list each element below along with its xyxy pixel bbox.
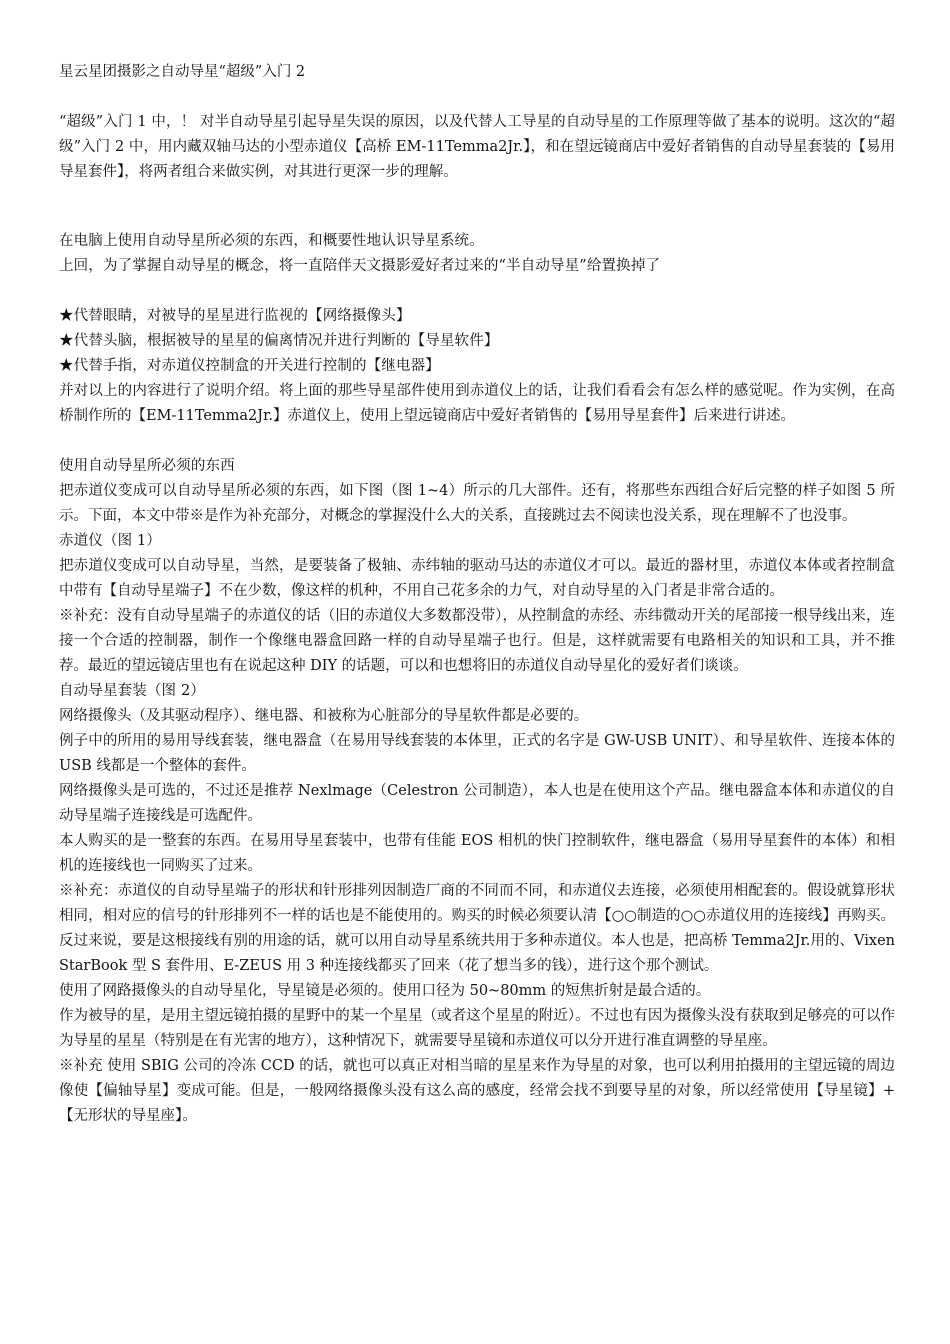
- replacement-item-software: ★代替头脑，根据被导的星星的偏离情况并进行判断的【导星软件】: [59, 333, 499, 349]
- replacement-item-relay: ★代替手指，对赤道仪控制盒的开关进行控制的【继电器】: [59, 358, 440, 374]
- spacer: [59, 429, 895, 454]
- section1-heading: 在电脑上使用自动导星所必须的东西，和概要性地认识导星系统。: [59, 233, 484, 249]
- spacer: [59, 85, 895, 110]
- kit-note: ※补充 使用 SBIG 公司的冷冻 CCD 的话，就也可以真正对相当暗的星星来作为导星的对象，也可以利用拍摄用的主望远镜的周边像使【偏轴导星】变成可能。但是，一般网络摄像头没有这么高的感度，经常会找不到要导星的对象，所以经常使用【导星镜】+【无形状的导星座】。: [59, 1058, 895, 1124]
- kit-paragraph: 例子中的所用的易用导线套装，继电器盒（在易用导线套装的本体里，正式的名字是 GW-USB UNIT）、和导星软件、连接本体的 USB 线都是一个整体的套件。: [59, 733, 895, 774]
- kit-heading: 自动导星套装（图 2）: [59, 683, 205, 699]
- replacement-item-camera: ★代替眼睛，对被导的星星进行监视的【网络摄像头】: [59, 308, 411, 324]
- kit-paragraph: 网络摄像头（及其驱动程序）、继电器、和被称为心脏部分的导星软件都是必要的。: [59, 708, 589, 724]
- spacer: [59, 185, 895, 229]
- section2-heading: 使用自动导星所必须的东西: [59, 458, 235, 474]
- kit-note: ※补充：赤道仪的自动导星端子的形状和针形排列因制造厂商的不同而不同，和赤道仪去连接，必须使用相配套的。假设就算形状相同，相对应的信号的针形排列不一样的话也是不能使用的。购买的时候必须要认清【○○制造的○○赤道仪用的连接线】再购买。反过来说，要是这根接线有别的用途的话，就可以用自动导星系统共用于多种赤道仪。本人也是，把高桥 Temma2Jr.用的、Vixen StarBook 型 S 套件用、E-ZEUS 用 3 种连接线都买了回来（花了想当多的钱），进行这个那个测试。: [59, 883, 910, 974]
- kit-paragraph: 本人购买的是一整套的东西。在易用导星套装中，也带有佳能 EOS 相机的快门控制软件，继电器盒（易用导星套件的本体）和相机的连接线也一同购买了过来。: [59, 833, 895, 874]
- replacements-followup: 并对以上的内容进行了说明介绍。将上面的那些导星部件使用到赤道仪上的话，让我们看看会有怎么样的感觉呢。作为实例，在高桥制作所的【EM-11Temma2Jr.】赤道仪上，使用上望远镜商店中爱好者销售的【易用导星套件】后来进行讲述。: [59, 383, 895, 424]
- document-title: 星云星团摄影之自动导星“超级”入门 2: [59, 64, 306, 80]
- kit-paragraph: 网络摄像头是可选的，不过还是推荐 Nexlmage（Celestron 公司制造），本人也是在使用这个产品。继电器盒本体和赤道仪的自动导星端子连接线是可选配件。: [59, 783, 895, 824]
- equatorial-text: 把赤道仪变成可以自动导星，当然，是要装备了极轴、赤纬轴的驱动马达的赤道仪才可以。最近的器材里，赤道仪本体或者控制盒中带有【自动导星端子】不在少数，像这样的机种，不用自己花多余的力气，对自动导星的入门者是非常合适的。: [59, 558, 895, 599]
- intro-paragraph: “超级”入门 1 中，！ 对半自动导星引起导星失误的原因，以及代替人工导星的自动导星的工作原理等做了基本的说明。这次的“超级”入门 2 中，用内藏双轴马达的小型赤道仪【高桥 EM-11Temma2Jr.】，和在望远镜商店中爱好者销售的自动导星套装的【易用导星套件】，将两者组合来做实例，对其进行更深一步的理解。: [59, 114, 895, 180]
- kit-paragraph: 使用了网路摄像头的自动导星化，导星镜是必须的。使用口径为 50~80mm 的短焦折射是最合适的。: [59, 983, 711, 999]
- section1-text: 上回，为了掌握自动导星的概念，将一直陪伴天文摄影爱好者过来的“半自动导星”给置换掉了: [59, 258, 661, 274]
- section2-text: 把赤道仪变成可以自动导星所必须的东西，如下图（图 1~4）所示的几大部件。还有，将那些东西组合好后完整的样子如图 5 所示。下面，本文中带※是作为补充部分，对概念的掌握没什么大的关系，直接跳过去不阅读也没关系，现在理解不了也没事。: [59, 483, 895, 524]
- kit-paragraph: 作为被导的星，是用主望远镜拍摄的星野中的某一个星星（或者这个星星的附近）。不过也有因为摄像头没有获取到足够亮的可以作为导星的星星（特别是在有光害的地方），这种情况下，就需要导星镜和赤道仪可以分开进行准直调整的导星座。: [59, 1008, 895, 1049]
- document-page: [59, 60, 910, 1129]
- equatorial-note: ※补充：没有自动导星端子的赤道仪的话（旧的赤道仪大多数都没带），从控制盒的赤经、赤纬微动开关的尾部接一根导线出来，连接一个合适的控制器，制作一个像继电器盒回路一样的自动导星端子也行。但是，这样就需要有电路相关的知识和工具，并不推荐。最近的望远镜店里也有在说起这种 DIY 的话题，可以和也想将旧的赤道仪自动导星化的爱好者们谈谈。: [59, 608, 895, 674]
- spacer: [59, 279, 895, 304]
- equatorial-heading: 赤道仪（图 1）: [59, 533, 162, 549]
